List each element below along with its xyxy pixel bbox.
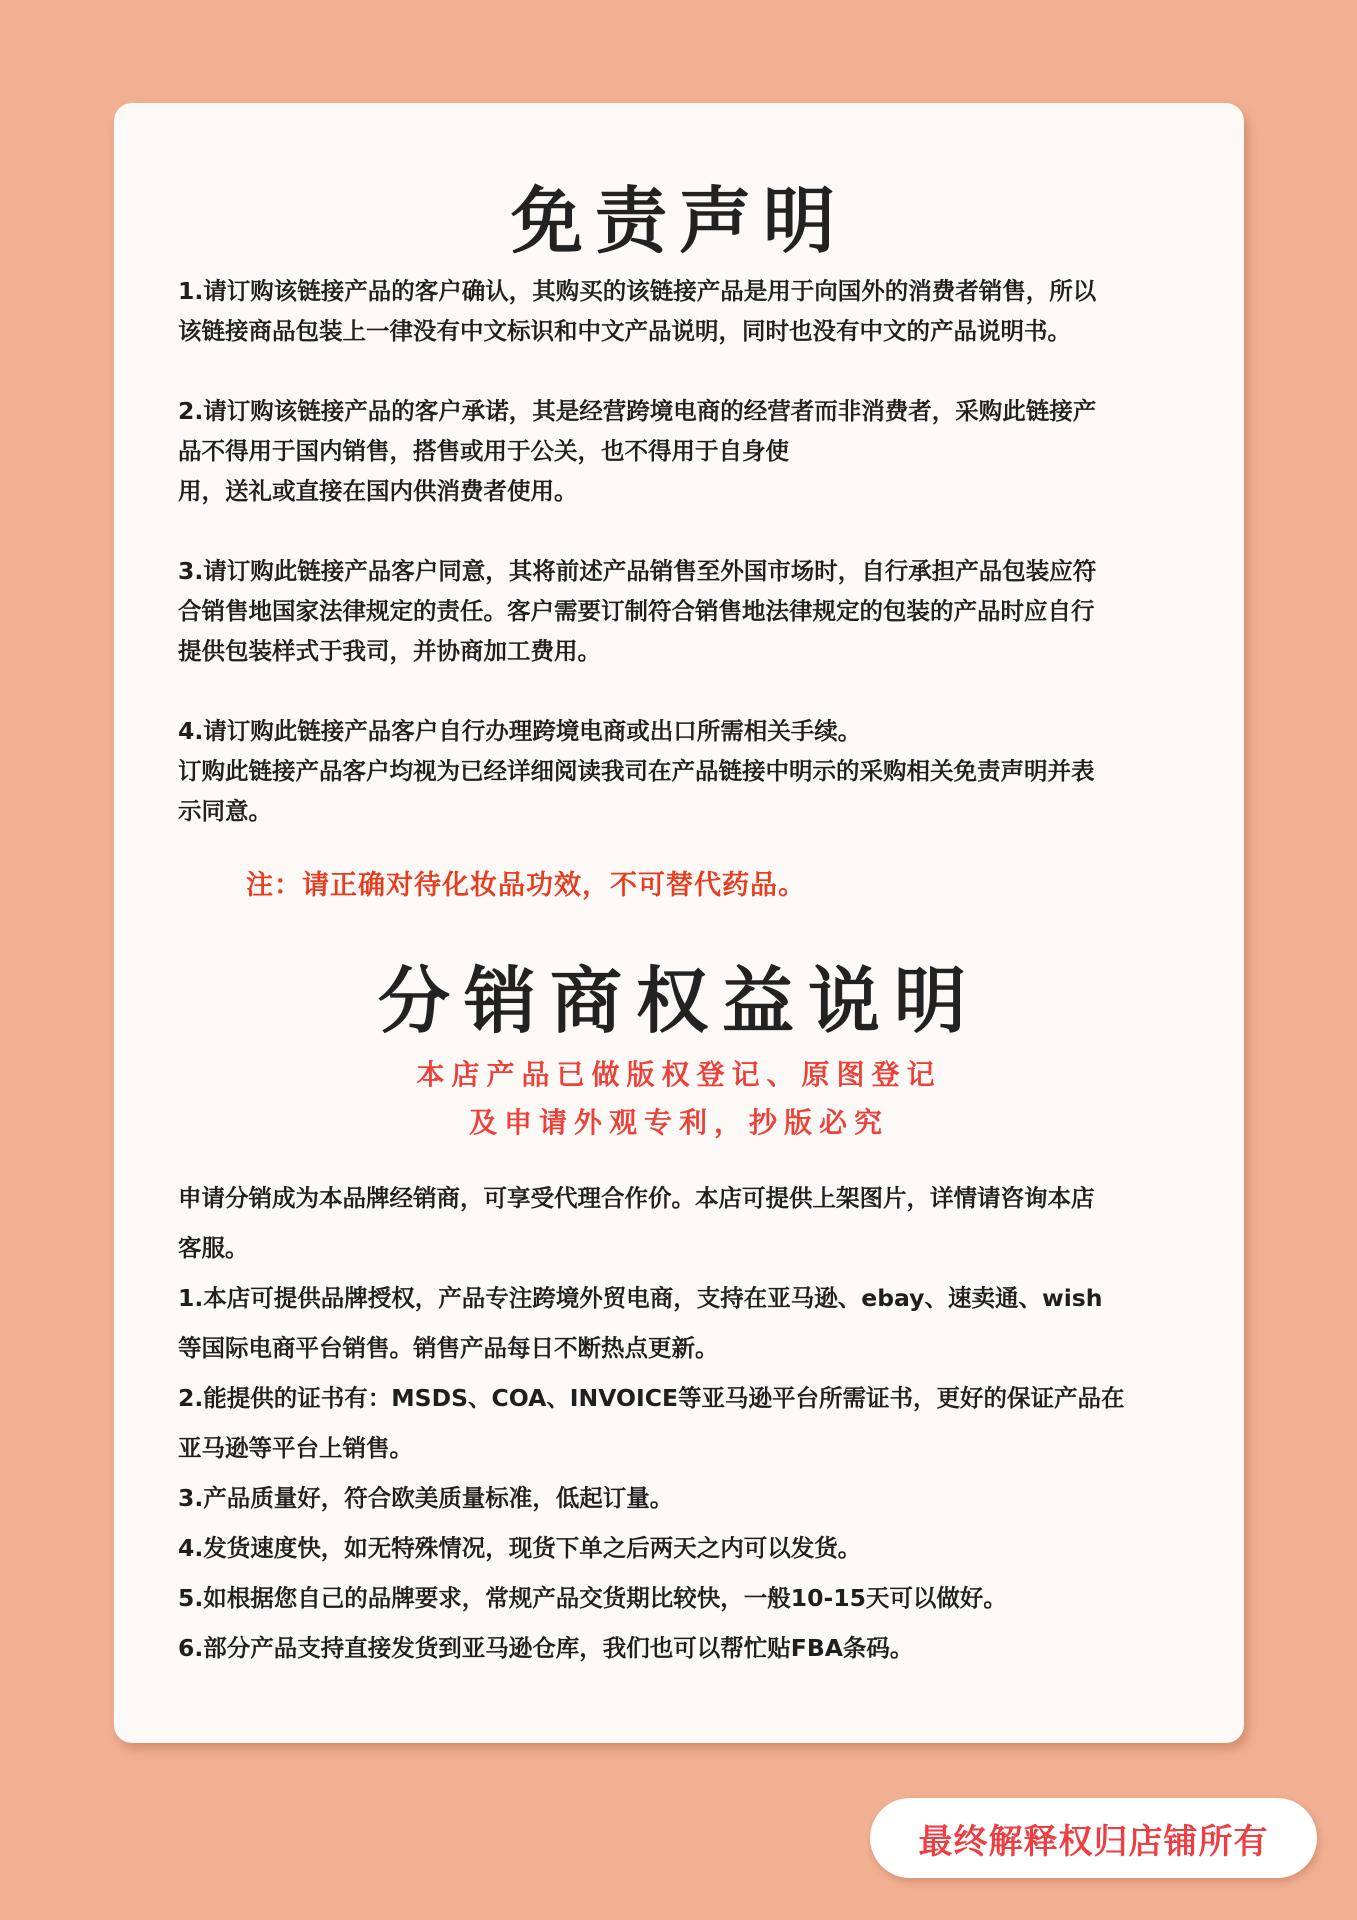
disclaimer-paragraph-4-line-1: 4.请订购此链接产品客户自行办理跨境电商或出口所需相关手续。 [178,717,862,745]
disclaimer-paragraph-3-line-3: 提供包装样式于我司，并协商加工费用。 [178,637,601,665]
disclaimer-title: 免责声明 [510,179,847,263]
copyright-notice-line-1: 本店产品已做版权登记、原图登记 [416,1058,942,1091]
distributor-line: 1.本店可提供品牌授权，产品专注跨境外贸电商，支持在亚马逊、ebay、速卖通、wish [178,1284,1103,1312]
distributor-line: 4.发货速度快，如无特殊情况，现货下单之后两天之内可以发货。 [178,1534,862,1562]
distributor-line: 2.能提供的证书有：MSDS、COA、INVOICE等亚马逊平台所需证书，更好的保证产品在 [178,1384,1125,1412]
content-card [114,103,1244,1743]
disclaimer-paragraph-3-line-2: 合销售地国家法律规定的责任。客户需要订制符合销售地法律规定的包装的产品时应自行 [178,597,1095,625]
distributor-line: 亚马逊等平台上销售。 [178,1434,413,1462]
disclaimer-paragraph-4-line-2: 订购此链接产品客户均视为已经详细阅读我司在产品链接中明示的采购相关免责声明并表 [178,757,1095,785]
final-interpretation-badge [870,1798,1317,1878]
disclaimer-paragraphs [178,271,1188,831]
distributor-line: 申请分销成为本品牌经销商，可享受代理合作价。本店可提供上架图片，详情请咨询本店 [178,1184,1095,1212]
disclaimer-paragraph-2-line-2: 品不得用于国内销售，搭售或用于公关，也不得用于自身使 [178,437,789,465]
disclaimer-paragraph-3-line-1: 3.请订购此链接产品客户同意，其将前述产品销售至外国市场时，自行承担产品包装应符 [178,557,1097,585]
distributor-title: 分销商权益说明 [377,959,980,1043]
final-interpretation-text: 最终解释权归店铺所有 [918,1821,1269,1862]
distributor-benefits [178,1173,1188,1673]
cosmetics-note: 注：请正确对待化妆品功效，不可替代药品。 [246,870,806,901]
disclaimer-paragraph-2-line-1: 2.请订购该链接产品的客户承诺，其是经营跨境电商的经营者而非消费者，采购此链接产 [178,397,1097,425]
distributor-line: 5.如根据您自己的品牌要求，常规产品交货期比较快，一般10-15天可以做好。 [178,1584,1007,1612]
copyright-notice-line-2: 及申请外观专利，抄版必究 [468,1106,889,1139]
distributor-line: 6.部分产品支持直接发货到亚马逊仓库，我们也可以帮忙贴FBA条码。 [178,1634,914,1662]
disclaimer-paragraph-1-line-2: 该链接商品包装上一律没有中文标识和中文产品说明，同时也没有中文的产品说明书。 [178,317,1071,345]
disclaimer-paragraph-1-line-1: 1.请订购该链接产品的客户确认，其购买的该链接产品是用于向国外的消费者销售，所以 [178,277,1097,305]
distributor-line: 客服。 [178,1234,249,1262]
distributor-line: 等国际电商平台销售。销售产品每日不断热点更新。 [178,1334,719,1362]
disclaimer-paragraph-4-line-3: 示同意。 [178,797,272,825]
disclaimer-paragraph-2-line-3: 用，送礼或直接在国内供消费者使用。 [178,477,578,505]
distributor-line: 3.产品质量好，符合欧美质量标准，低起订量。 [178,1484,674,1512]
